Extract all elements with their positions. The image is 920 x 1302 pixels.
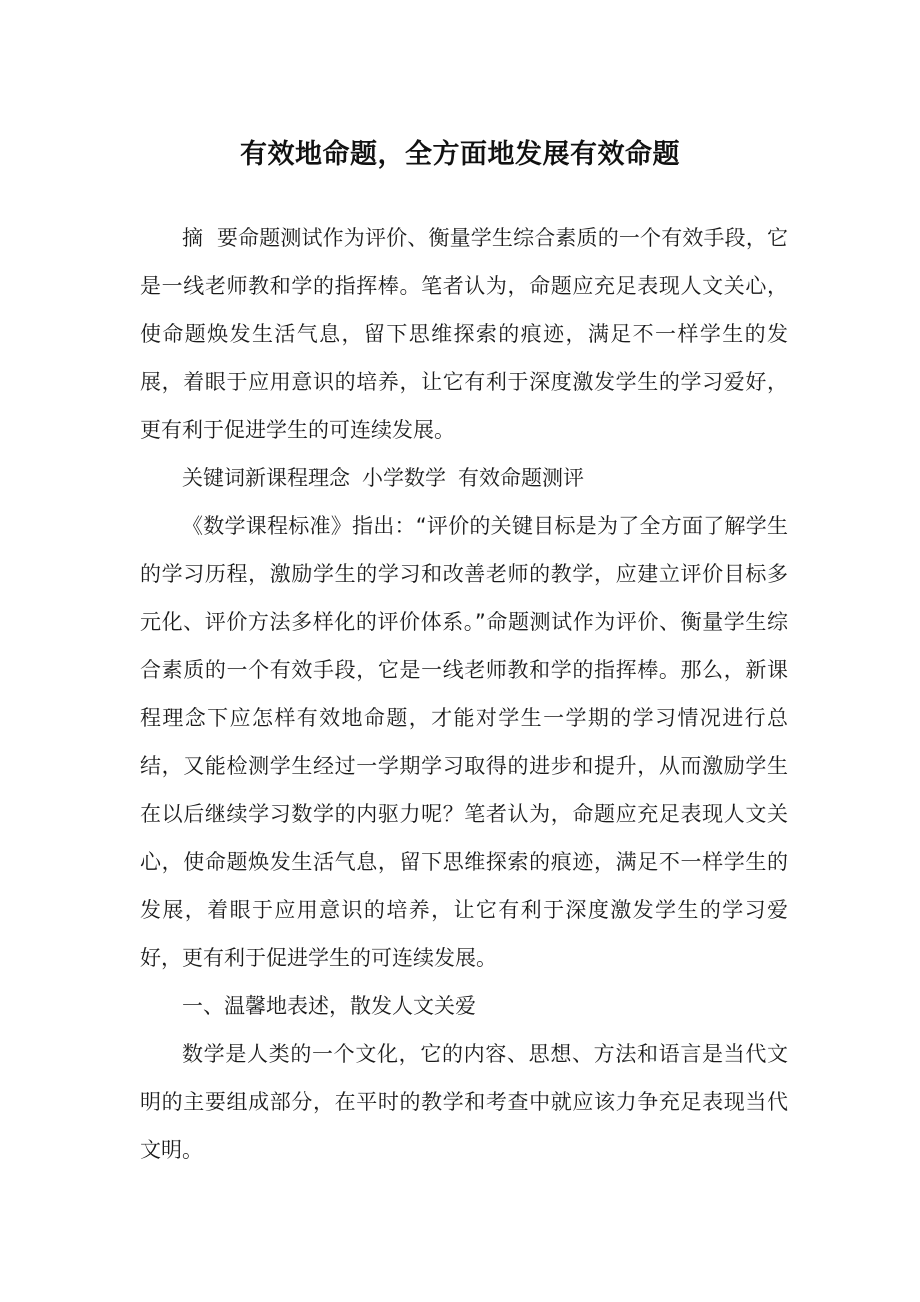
- keywords-label: 关键词: [182, 466, 245, 490]
- abstract-label: 摘 要: [182, 226, 238, 250]
- keyword-item: 小学数学: [362, 466, 446, 490]
- abstract-paragraph: [140, 214, 788, 454]
- abstract-text: 命题测试作为评价、衡量学生综合素质的一个有效手段，它是一线老师教和学的指挥棒。笔者认为，命题应充足表现人文关心，使命题焕发生活气息，留下思维探索的痕迹，满足不一样学生的发展，着眼于应用意识的培养，让它有利于深度激发学生的学习爱好，更有利于促进学生的可连续发展。: [140, 226, 788, 442]
- section-heading: 一、温馨地表述，散发人文关爱: [182, 994, 476, 1018]
- section-paragraph: 数学是人类的一个文化，它的内容、思想、方法和语言是当代文明的主要组成部分，在平时的教学和考查中就应该力争充足表现当代文明。: [140, 1042, 788, 1162]
- keywords-paragraph: [140, 454, 788, 502]
- keyword-item: 有效命题测评: [458, 466, 584, 490]
- document-title: 有效地命题，全方面地发展有效命题: [240, 139, 680, 171]
- intro-paragraph: 《数学课程标准》指出：“评价的关键目标是为了全方面了解学生的学习历程，激励学生的学习和改善老师的教学，应建立评价目标多元化、评价方法多样化的评价体系。”命题测试作为评价、衡量学生综合素质的一个有效手段，它是一线老师教和学的指挥棒。那么，新课程理念下应怎样有效地命题，才能对学生一学期的学习情况进行总结，又能检测学生经过一学期学习取得的进步和提升，从而激励学生在以后继续学习数学的内驱力呢？笔者认为，命题应充足表现人文关心，使命题焕发生活气息，留下思维探索的痕迹，满足不一样学生的发展，着眼于应用意识的培养，让它有利于深度激发学生的学习爱好，更有利于促进学生的可连续发展。: [140, 514, 788, 970]
- keyword-item: 新课程理念: [245, 466, 350, 490]
- document-body: [140, 214, 788, 1174]
